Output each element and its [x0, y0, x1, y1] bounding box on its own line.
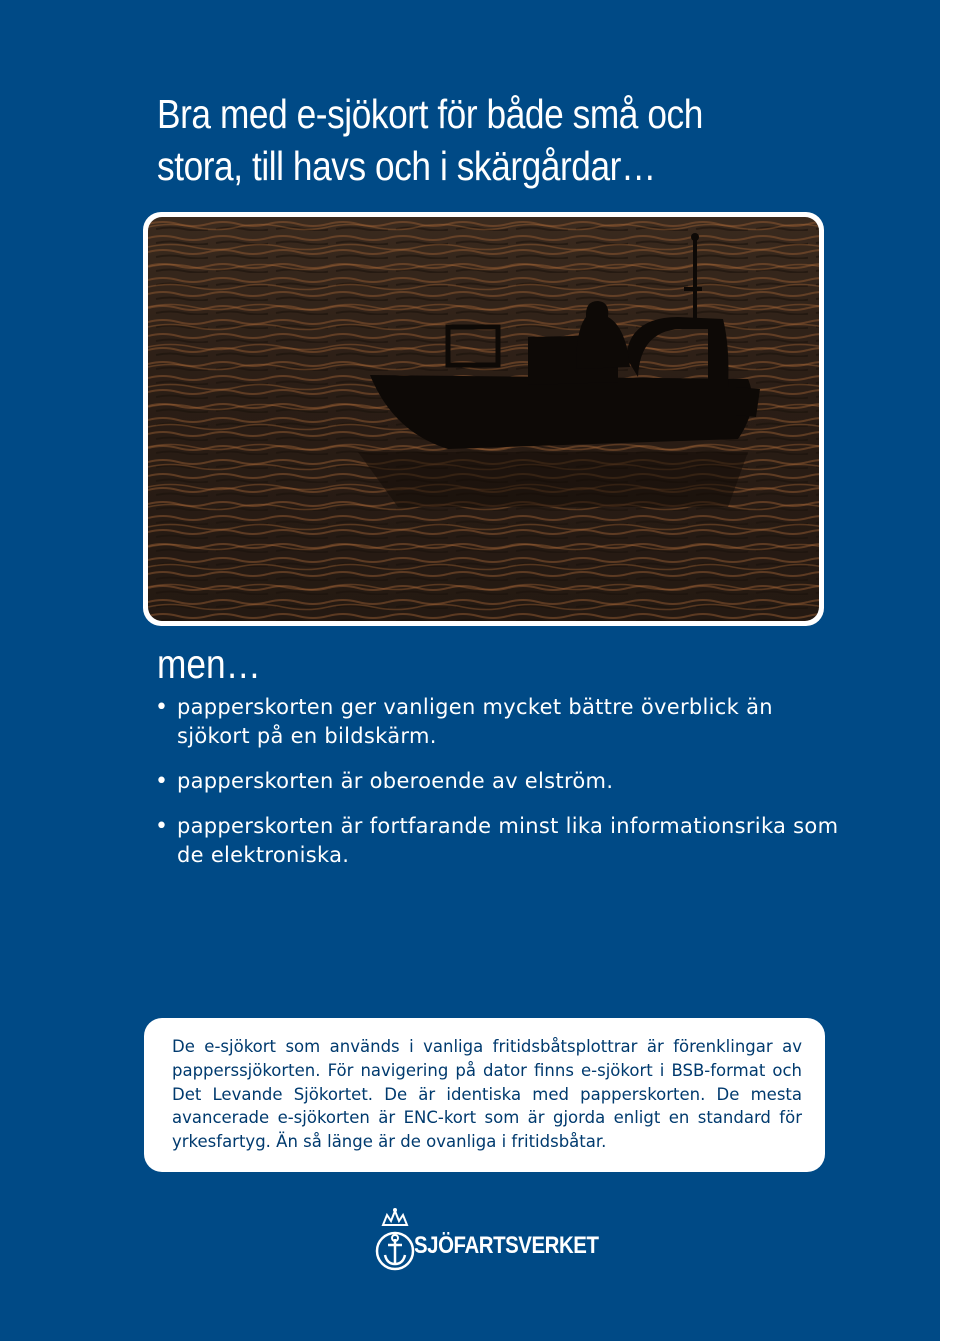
men-heading: men…	[157, 641, 261, 687]
bullet-icon: •	[155, 814, 169, 839]
page-margin	[940, 0, 960, 1341]
crown-anchor-emblem-icon	[373, 1207, 417, 1277]
page-title	[157, 88, 759, 192]
list-item	[155, 767, 845, 796]
list-item	[155, 812, 845, 870]
title-line-1: Bra med e-sjökort för både små och	[157, 91, 703, 137]
bullet-text: papperskorten är fortfarande minst lika informationsrika som de elektroniska.	[177, 814, 839, 867]
bullet-icon: •	[155, 695, 169, 720]
info-box-text: De e-sjökort som används i vanliga fritidsbåtsplottrar är förenklingar av papperssjökorten. För navigering på dator finns e-sjökort i BSB-format och Det Levande Sjökortet. De är identiska med papperskorten. De mesta avancerade e-sjökorten är ENC-kort som är gjorda enligt en standard för yrkesfartyg. Än så länge är de ovanliga i fritidsbåtar.	[172, 1037, 802, 1152]
title-line-2: stora, till havs och i skärgårdar…	[157, 143, 656, 189]
logo-wordmark: SJÖFARTSVERKET	[414, 1232, 599, 1259]
bullet-list	[155, 693, 845, 886]
list-item	[155, 693, 845, 751]
bullet-text: papperskorten är oberoende av elström.	[177, 769, 614, 793]
bullet-text: papperskorten ger vanligen mycket bättre överblick än sjökort på en bildskärm.	[177, 695, 773, 748]
boat-photo	[148, 217, 819, 621]
bullet-icon: •	[155, 769, 169, 794]
